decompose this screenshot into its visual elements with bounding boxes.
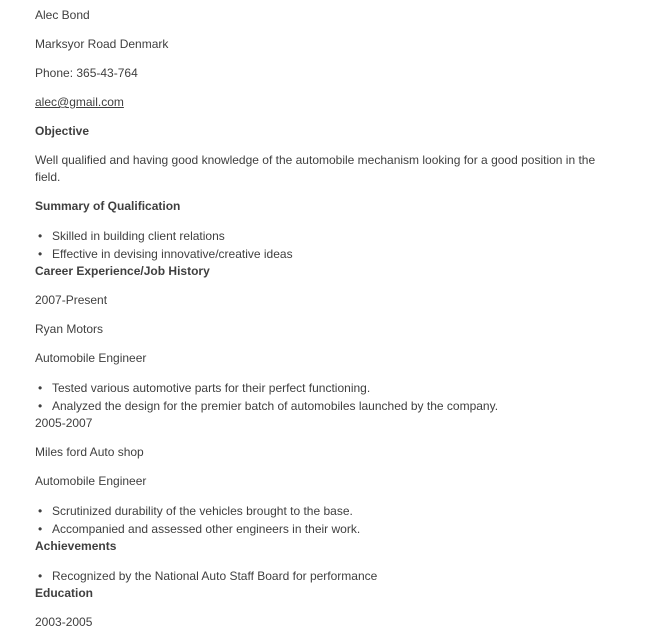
objective-text: Well qualified and having good knowledge of the automobile mechanism looking for a good position in the field. [35, 153, 596, 184]
job-period: 2007-Present [35, 293, 108, 307]
job-bullet-list [35, 502, 621, 538]
bullet-icon: • [38, 247, 43, 261]
list-item-text: Effective in devising innovative/creative ideas [52, 247, 293, 261]
achievements-bullet-list [35, 567, 621, 585]
bullet-icon: • [38, 504, 43, 518]
list-item [35, 227, 621, 245]
list-item-text: Scrutinized durability of the vehicles brought to the base. [52, 504, 353, 518]
summary-bullet-list [35, 227, 621, 263]
summary-heading: Summary of Qualification [35, 199, 181, 213]
contact-phone: Phone: 365-43-764 [35, 66, 138, 80]
contact-address: Marksyor Road Denmark [35, 37, 169, 51]
contact-name: Alec Bond [35, 8, 90, 22]
bullet-icon: • [38, 229, 43, 243]
education-heading: Education [35, 586, 94, 600]
job-bullet-list [35, 379, 621, 415]
job-title: Automobile Engineer [35, 351, 147, 365]
list-item [35, 567, 621, 585]
list-item-text: Tested various automotive parts for their perfect functioning. [52, 381, 371, 395]
list-item-text: Accompanied and assessed other engineers in their work. [52, 522, 361, 536]
job-company: Ryan Motors [35, 322, 104, 336]
job-company: Miles ford Auto shop [35, 445, 144, 459]
bullet-icon: • [38, 569, 43, 583]
career-heading: Career Experience/Job History [35, 264, 210, 278]
contact-email-row [35, 94, 621, 111]
job-period: 2005-2007 [35, 416, 93, 430]
objective-heading: Objective [35, 124, 90, 138]
bullet-icon: • [38, 522, 43, 536]
list-item-text: Analyzed the design for the premier batch of automobiles launched by the company. [52, 399, 499, 413]
bullet-icon: • [38, 399, 43, 413]
list-item [35, 520, 621, 538]
list-item-text: Recognized by the National Auto Staff Board for performance [52, 569, 378, 583]
list-item [35, 379, 621, 397]
education-period: 2003-2005 [35, 615, 93, 629]
email-link[interactable]: alec@gmail.com [35, 95, 124, 109]
list-item-text: Skilled in building client relations [52, 229, 225, 243]
achievements-heading: Achievements [35, 539, 117, 553]
job-title: Automobile Engineer [35, 474, 147, 488]
bullet-icon: • [38, 381, 43, 395]
list-item [35, 245, 621, 263]
list-item [35, 502, 621, 520]
list-item [35, 397, 621, 415]
